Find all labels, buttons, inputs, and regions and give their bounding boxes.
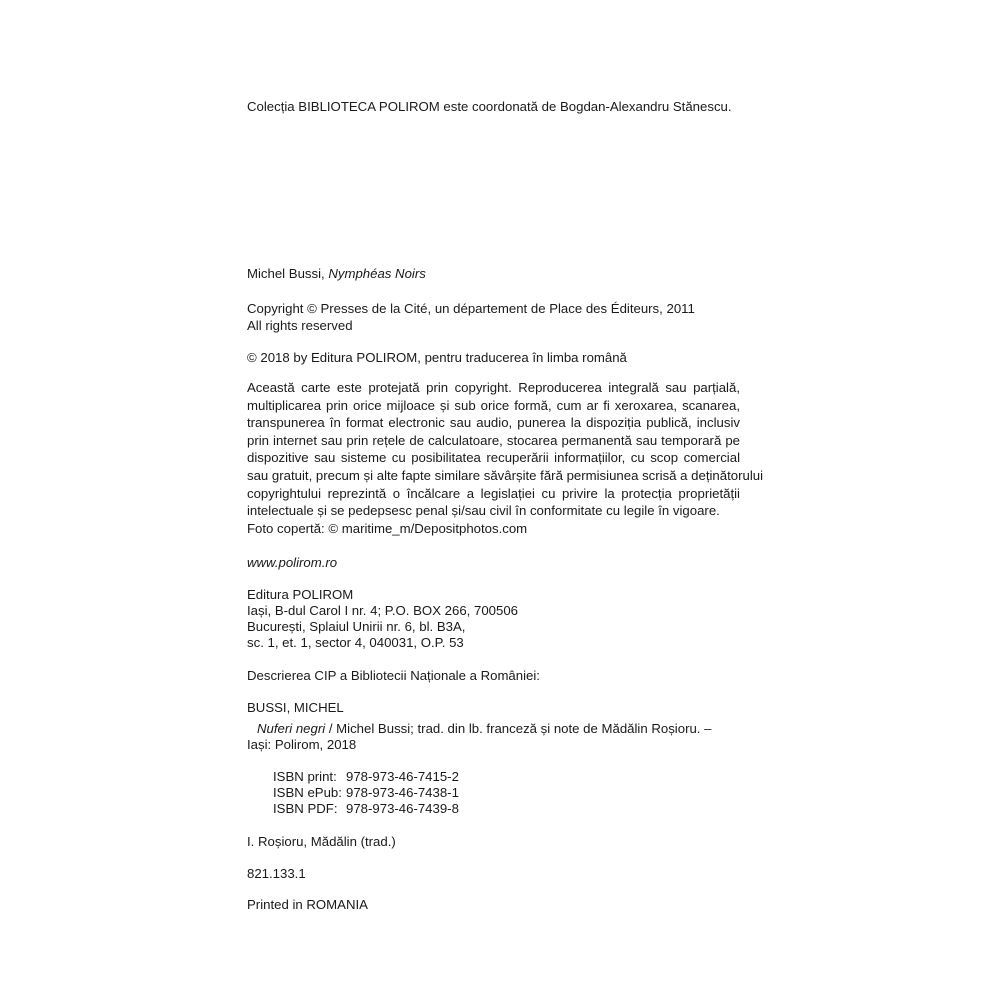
cip-title: Nuferi negri (257, 721, 326, 736)
copyright-translation: © 2018 by Editura POLIROM, pentru traducerea în limba română (247, 350, 627, 365)
cip-title-rest: / Michel Bussi; trad. din lb. franceză și note de Mădălin Roșioru. – (325, 721, 712, 736)
original-title-line (247, 265, 426, 282)
isbn-value: 978-973-46-7415-2 (346, 769, 459, 784)
legal-notice-line: prin internet sau prin rețele de calculatoare, stocarea permanentă sau temporară pe (247, 432, 740, 448)
isbn-value: 978-973-46-7439-8 (346, 801, 459, 816)
isbn-label: ISBN PDF: (273, 801, 338, 816)
publisher-address-1: Iași, B-dul Carol I nr. 4; P.O. BOX 266, 700506 (247, 603, 518, 618)
cover-photo-credit: Foto copertă: © maritime_m/Depositphotos.com (247, 521, 528, 536)
publisher-name: Editura POLIROM (247, 587, 354, 602)
legal-notice-line: Această carte este protejată prin copyright. Reproducerea integrală sau parțială, (247, 380, 740, 395)
website-link[interactable]: www.polirom.ro (247, 555, 338, 570)
publisher-address-3: sc. 1, et. 1, sector 4, 040031, O.P. 53 (247, 635, 464, 650)
legal-notice-line: intelectuale și se pedepsesc penal și/sau civil în conformitate cu legile în vigoare. (247, 503, 720, 519)
cip-translator: I. Roșioru, Mădălin (trad.) (247, 834, 396, 849)
isbn-row (273, 800, 459, 817)
legal-notice-line: multiplicarea prin orice mijloace și sub orice formă, cum ar fi xeroxarea, scanarea, (247, 397, 740, 413)
isbn-row (273, 768, 459, 785)
legal-notice-line: transpunerea în format electronic sau audio, punerea la dispoziția publică, inclusiv (247, 415, 740, 431)
cip-author-entry: BUSSI, MICHEL (247, 700, 344, 715)
original-title: Nymphéas Noirs (328, 266, 426, 281)
cip-title-line-2: Iași: Polirom, 2018 (247, 737, 357, 752)
publisher-address-2: București, Splaiul Unirii nr. 6, bl. B3A, (247, 619, 466, 634)
copyright-original-line1: Copyright © Presses de la Cité, un département de Place des Éditeurs, 2011 (247, 301, 695, 316)
isbn-value: 978-973-46-7438-1 (346, 785, 459, 800)
cip-classification: 821.133.1 (247, 866, 306, 881)
cip-heading: Descrierea CIP a Bibliotecii Naționale a României: (247, 668, 540, 683)
original-author: Michel Bussi, (247, 266, 329, 281)
isbn-label: ISBN print: (273, 769, 337, 784)
cip-title-line (257, 720, 711, 737)
isbn-label: ISBN ePub: (273, 785, 342, 800)
legal-notice-line: sau gratuit, precum și alte fapte similare săvârșite fără permisiunea scrisă a deținătorului (247, 467, 764, 483)
isbn-row (273, 784, 459, 801)
copyright-original-line2: All rights reserved (247, 318, 353, 333)
legal-notice-line: dispozitive sau sisteme cu posibilitatea recuperării informațiilor, cu scop comercial (247, 450, 740, 466)
printed-in: Printed in ROMANIA (247, 897, 368, 912)
collection-note: Colecția BIBLIOTECA POLIROM este coordonată de Bogdan-Alexandru Stănescu. (247, 99, 732, 114)
legal-notice-line: copyrightului reprezintă o încălcare a legislației cu privire la protecția proprietății (247, 485, 740, 501)
legal-notice (247, 379, 764, 520)
